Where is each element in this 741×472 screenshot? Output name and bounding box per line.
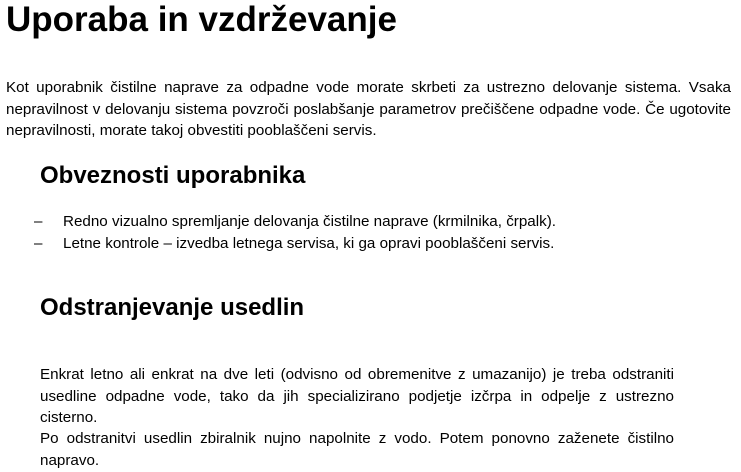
page-title: Uporaba in vzdrževanje — [6, 0, 397, 39]
section-heading-user-obligations: Obveznosti uporabnika — [40, 162, 306, 189]
section-heading-sludge-removal: Odstranjevanje usedlin — [40, 294, 305, 321]
list-item — [6, 233, 556, 255]
sludge-removal-paragraph: Enkrat letno ali enkrat na dve leti (odvisno od obremenitve z umazanijo) je treba odstraniti usedline odpadne vode, tako da jih specializirano podjetje izčrpa in odpelje z ustrezno cisterno. — [40, 366, 674, 426]
dash-bullet: – — [34, 213, 43, 230]
obligations-list — [6, 211, 556, 255]
intro-paragraph: Kot uporabnik čistilne naprave za odpadne vode morate skrbeti za ustrezno delovanje sistema. Vsaka nepravilnost v delovanju sistema povzroči poslabšanje parametrov prečiščene odpadne vode. Če ugotovite nepravilnosti, morate takoj obvestiti pooblaščeni servis. — [6, 79, 731, 139]
list-item-text: Redno vizualno spremljanje delovanja čistilne naprave (krmilnika, črpalk). — [63, 213, 556, 230]
list-item-text: Letne kontrole – izvedba letnega servisa, ki ga opravi pooblaščeni servis. — [63, 235, 555, 252]
refill-paragraph: Po odstranitvi usedlin zbiralnik nujno napolnite z vodo. Potem ponovno zaženete čistilno napravo. — [40, 430, 674, 469]
dash-bullet: – — [34, 235, 43, 252]
list-item — [6, 211, 556, 233]
